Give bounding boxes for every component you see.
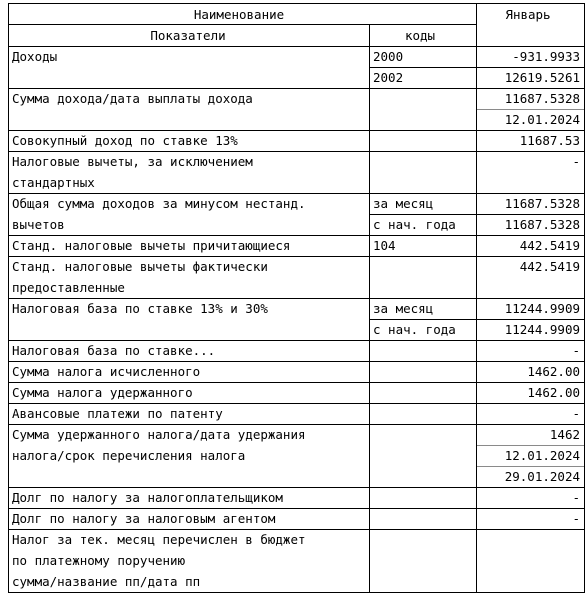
grid-line	[369, 24, 370, 593]
row-code: за месяц	[373, 301, 434, 316]
row-label: предоставленные	[12, 280, 125, 295]
row-code: с нач. года	[373, 217, 456, 232]
row-value: -	[572, 406, 580, 421]
grid-line	[8, 529, 585, 530]
row-label: Станд. налоговые вычеты фактически	[12, 259, 268, 274]
row-label: Долг по налогу за налогоплательщиком	[12, 490, 283, 505]
row-label: Совокупный доход по ставке 13%	[12, 133, 238, 148]
grid-subline	[476, 109, 585, 110]
header-month: Январь	[505, 7, 551, 22]
grid-line	[8, 508, 585, 509]
row-value: 11687.5328	[504, 196, 580, 211]
row-value: -	[572, 343, 580, 358]
grid-line	[8, 151, 585, 152]
row-code: за месяц	[373, 196, 434, 211]
row-label: Станд. налоговые вычеты причитающиеся	[12, 238, 291, 253]
row-label: стандартных	[12, 175, 95, 190]
row-value: 11244.9909	[504, 322, 580, 337]
grid-subline	[476, 466, 585, 467]
header-codes: коды	[404, 28, 436, 43]
grid-line	[476, 3, 477, 593]
row-label: вычетов	[12, 217, 65, 232]
header-name: Наименование	[193, 7, 285, 22]
row-code: с нач. года	[373, 322, 456, 337]
row-label: Налоговая база по ставке 13% и 30%	[12, 301, 268, 316]
grid-line	[8, 88, 585, 89]
grid-line	[8, 46, 585, 47]
row-value: 11687.53	[519, 133, 580, 148]
grid-subline	[476, 445, 585, 446]
row-code: 2000	[373, 49, 404, 64]
grid-line	[8, 3, 585, 4]
row-value: 442.5419	[519, 238, 580, 253]
row-value: -	[572, 154, 580, 169]
grid-line	[8, 193, 585, 194]
row-value: 1462.00	[527, 364, 580, 379]
row-label: Сумма дохода/дата выплаты дохода	[12, 91, 253, 106]
grid-line	[8, 3, 9, 593]
row-label: Общая сумма доходов за минусом нестанд.	[12, 196, 306, 211]
row-label: Доходы	[12, 49, 58, 64]
grid-line	[8, 424, 585, 425]
row-value: 12619.5261	[504, 70, 580, 85]
row-label: Налоговая база по ставке...	[12, 343, 216, 358]
row-label: налога/срок перечисления налога	[12, 448, 246, 463]
row-label: по платежному поручению	[12, 553, 186, 568]
grid-line	[8, 298, 585, 299]
row-label: Налоговые вычеты, за исключением	[12, 154, 253, 169]
row-code: 2002	[373, 70, 404, 85]
grid-line	[8, 487, 585, 488]
grid-line	[8, 382, 585, 383]
grid-line	[369, 319, 585, 320]
row-label: Налог за тек. месяц перечислен в бюджет	[12, 532, 306, 547]
grid-line	[8, 130, 585, 131]
row-label: Сумма налога исчисленного	[12, 364, 201, 379]
row-value: -931.9933	[512, 49, 580, 64]
row-value: 11687.5328	[504, 217, 580, 232]
grid-line	[8, 340, 585, 341]
grid-line	[8, 24, 477, 25]
row-value: 29.01.2024	[504, 469, 580, 484]
grid-line	[369, 67, 585, 68]
row-value: -	[572, 511, 580, 526]
row-value: 12.01.2024	[504, 112, 580, 127]
row-value: 1462.00	[527, 385, 580, 400]
header-indicators: Показатели	[150, 28, 226, 43]
row-label: Авансовые платежи по патенту	[12, 406, 223, 421]
row-label: сумма/название пп/дата пп	[12, 574, 201, 589]
row-value: -	[572, 490, 580, 505]
grid-line	[8, 403, 585, 404]
row-label: Сумма удержанного налога/дата удержания	[12, 427, 306, 442]
row-value: 12.01.2024	[504, 448, 580, 463]
row-label: Сумма налога удержанного	[12, 385, 193, 400]
grid-line	[8, 256, 585, 257]
row-value: 442.5419	[519, 259, 580, 274]
row-value: 11687.5328	[504, 91, 580, 106]
grid-line	[369, 214, 585, 215]
grid-line	[8, 235, 585, 236]
row-value: 1462	[549, 427, 580, 442]
row-code: 104	[373, 238, 396, 253]
grid-line	[8, 361, 585, 362]
row-label: Долг по налогу за налоговым агентом	[12, 511, 276, 526]
row-value: 11244.9909	[504, 301, 580, 316]
grid-line	[8, 592, 585, 593]
